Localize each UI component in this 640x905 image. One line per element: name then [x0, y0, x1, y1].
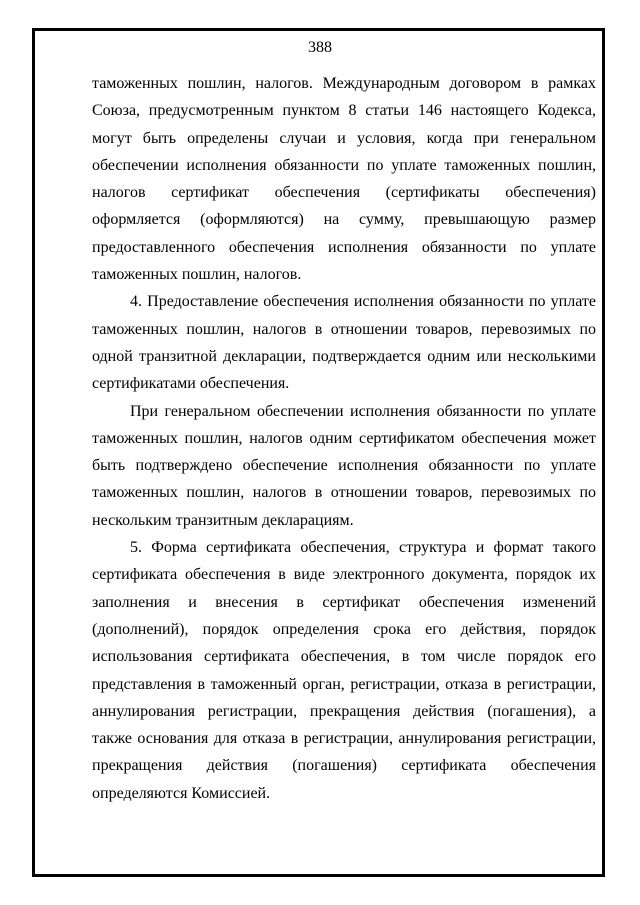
- paragraph-general-guarantee: При генеральном обеспечении исполнения обязанности по уплате таможенных пошлин, налогов одним сертификатом обеспечения может быть подтверждено обеспечение исполнения обязанности по уплате таможенных пошлин, налогов в отношении товаров, перевозимых по нескольким транзитным декларациям.: [92, 402, 596, 529]
- paragraph-item-4: 4. Предоставление обеспечения исполнения обязанности по уплате таможенных пошлин, налогов в отношении товаров, перевозимых по одной транзитной декларации, подтверждается одним или несколькими сертификатами обеспечения.: [92, 293, 596, 393]
- paragraph-item-5: 5. Форма сертификата обеспечения, структура и формат такого сертификата обеспечения в виде электронного документа, порядок их заполнения и внесения в сертификат обеспечения изменений (дополнений), порядок определения срока его действия, порядок использования сертификата обеспечения, в том числе порядок его представления в таможенный орган, регистрации, отказа в регистрации, аннулирования регистрации, прекращения действия (погашения), а также основания для отказа в регистрации, аннулирования регистрации, прекращения действия (погашения) сертификата обеспечения определяются Комиссией.: [92, 539, 596, 802]
- document-body: [92, 70, 596, 807]
- page-number: 388: [308, 39, 332, 56]
- paragraph-continuation: таможенных пошлин, налогов. Международным договором в рамках Союза, предусмотренным пунктом 8 статьи 146 настоящего Кодекса, могут быть определены случаи и условия, когда при генеральном обеспечении исполнения обязанности по уплате таможенных пошлин, налогов сертификат обеспечения (сертификаты обеспечения) оформляется (оформляются) на сумму, превышающую размер предоставленного обеспечения исполнения обязанности по уплате таможенных пошлин, налогов.: [92, 75, 596, 284]
